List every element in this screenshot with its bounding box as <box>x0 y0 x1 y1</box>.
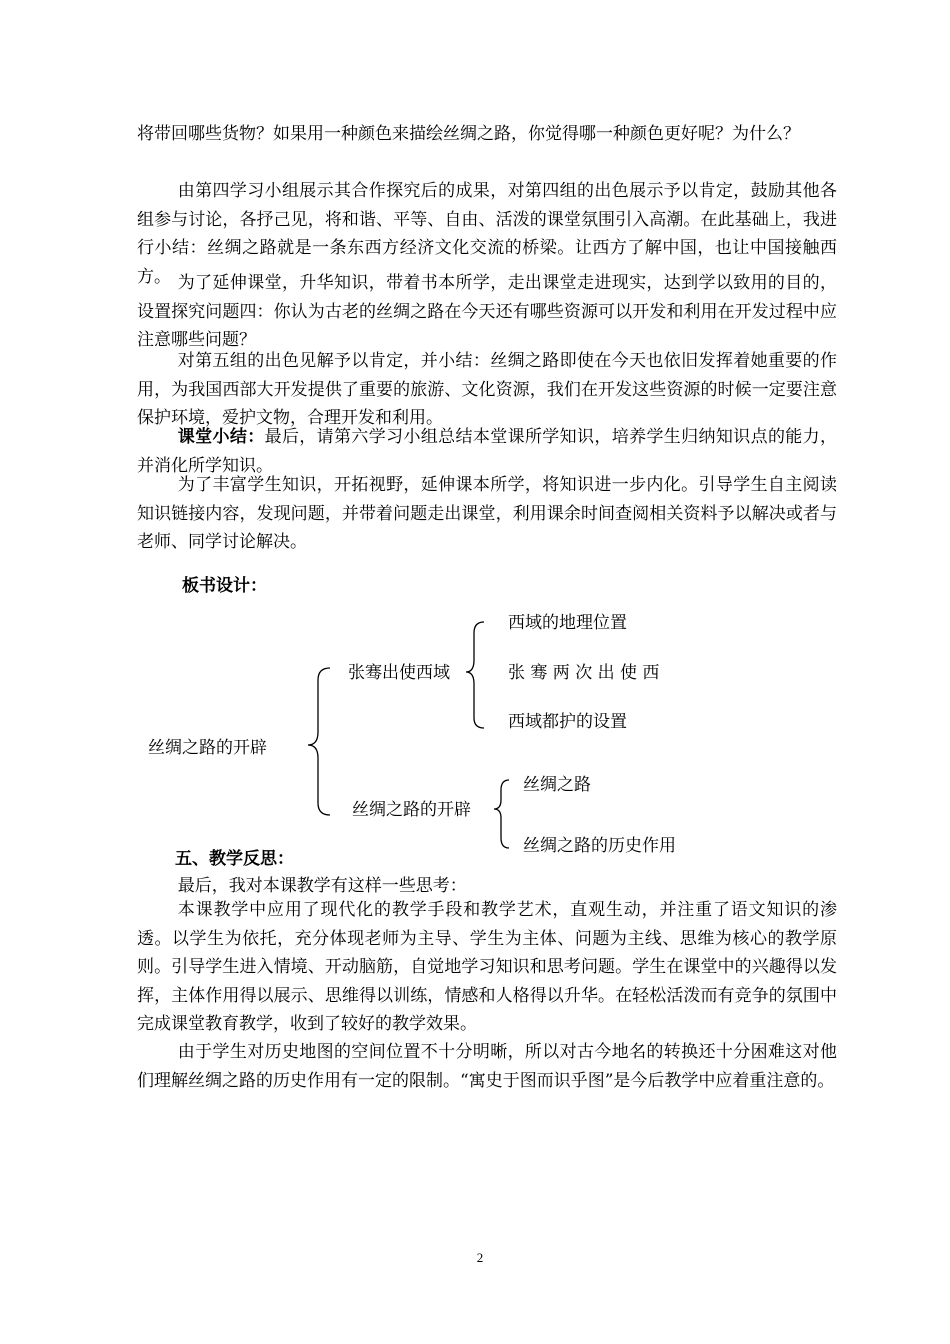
paragraph-1: 将带回哪些货物？如果用一种颜色来描绘丝绸之路，你觉得哪一种颜色更好呢？为什么？ <box>137 124 800 144</box>
reflection-paragraph-3: 由于学生对历史地图的空间位置不十分明晰，所以对古今地名的转换还十分困难这对他们理解丝绸之路的历史作用有一定的限制。“寓史于图而识乎图”是今后教学中应着重注意的。 <box>137 1042 837 1091</box>
board-branch2-item-2: 丝绸之路的历史作用 <box>523 836 676 856</box>
board-branch1-item-2: 张 骞 两 次 出 使 西 <box>508 663 660 683</box>
board-branch2: 丝绸之路的开辟 <box>352 800 471 820</box>
paragraph-6: 为了丰富学生知识，开拓视野，延伸课本所学，将知识进一步内化。引导学生自主阅读知识链接内容，发现问题，并带着问题走出课堂，利用课余时间查阅相关资料予以解决或者与老师、同学讨论解决。 <box>137 475 837 552</box>
class-summary-label: 课堂小结： <box>177 427 265 447</box>
reflection-heading: 五、教学反思： <box>175 849 294 869</box>
board-branch1: 张骞出使西域 <box>348 663 450 683</box>
branch2-brace <box>494 780 509 848</box>
paragraph-4: 对第五组的出色见解予以肯定，并小结：丝绸之路即使在今天也依旧发挥着她重要的作用，为我国西部大开发提供了重要的旅游、文化资源，我们在开发这些资源的时候一定要注意保护环境，爱护文物，合理开发和利用。 <box>137 351 837 428</box>
reflection-paragraph-1: 最后，我对本课教学有这样一些思考： <box>177 876 467 896</box>
paragraph-3: 为了延伸课堂，升华知识，带着书本所学，走出课堂走进现实，达到学以致用的目的，设置探究问题四：你认为古老的丝绸之路在今天还有哪些资源可以开发和利用在开发过程中应注意哪些问题？ <box>137 273 837 350</box>
board-root: 丝绸之路的开辟 <box>148 738 267 758</box>
root-brace <box>308 668 330 815</box>
board-branch1-item-3: 西域都护的设置 <box>508 712 627 732</box>
board-heading: 板书设计： <box>182 576 267 596</box>
board-branch1-item-1: 西域的地理位置 <box>508 613 627 633</box>
board-branch2-item-1: 丝绸之路 <box>523 775 591 795</box>
page-number: 2 <box>476 1250 484 1265</box>
paragraph-2: 由第四学习小组展示其合作探究后的成果，对第四组的出色展示予以肯定，鼓励其他各组参与讨论，各抒己见，将和谐、平等、自由、活泼的课堂氛围引入高潮。在此基础上，我进行小结：丝绸之路就是一条东西方经济文化交流的桥梁。让西方了解中国，也让中国接触西方。 <box>137 181 837 287</box>
class-summary-text: 最后，请第六学习小组总结本堂课所学知识，培养学生归纳知识点的能力，并消化所学知识。 <box>137 427 838 476</box>
reflection-paragraph-2: 本课教学中应用了现代化的教学手段和教学艺术，直观生动，并注重了语文知识的渗透。以学生为依托，充分体现老师为主导、学生为主体、问题为主线、思维为核心的教学原则。引导学生进入情境、开动脑筋，自觉地学习知识和思考问题。学生在课堂中的兴趣得以发挥，主体作用得以展示、思维得以训练，情感和人格得以升华。在轻松活泼而有竞争的氛围中完成课堂教育教学，收到了较好的教学效果。 <box>137 900 837 1034</box>
branch1-brace <box>466 622 484 728</box>
